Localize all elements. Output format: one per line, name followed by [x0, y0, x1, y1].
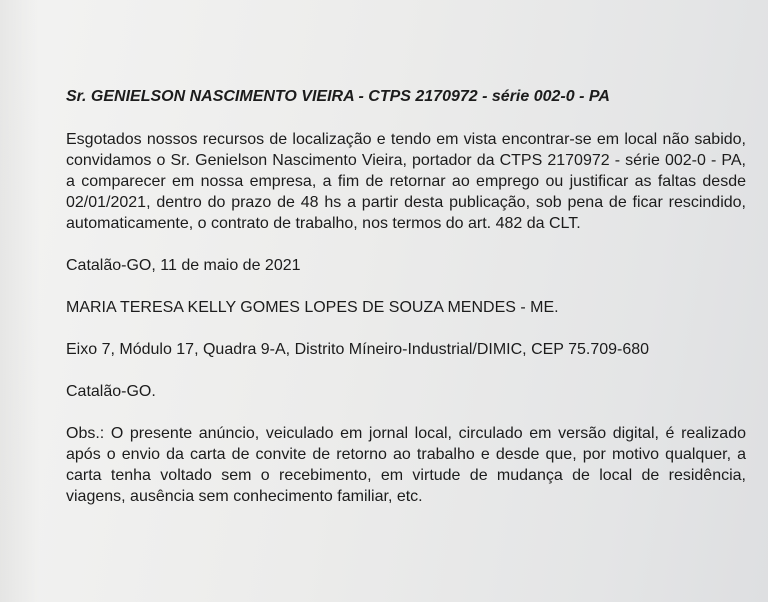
- main-paragraph: Esgotados nossos recursos de localização e tendo em vista encontrar-se em local não sabido, convidamos o Sr. Genielson Nascimento Vieira, portador da CTPS 2170972 - série 002-0 - PA, a comparecer em nossa empresa, a fim de retornar ao emprego ou justificar as faltas desde 02/01/2021, dentro do prazo de 48 hs a partir desta publicação, sob pena de ficar rescindido, automaticamente, o contrato de trabalho, nos termos do art. 482 da CLT.: [66, 131, 746, 232]
- company-address: Eixo 7, Módulo 17, Quadra 9-A, Distrito Míneiro-Industrial/DIMIC, CEP 75.709-680: [66, 341, 650, 358]
- document-heading: Sr. GENIELSON NASCIMENTO VIEIRA - CTPS 2170972 - série 002-0 - PA: [66, 88, 610, 105]
- document-body: [66, 78, 746, 528]
- city: Catalão-GO.: [66, 383, 156, 400]
- paper-shadow: [0, 0, 40, 602]
- observation-paragraph: Obs.: O presente anúncio, veiculado em jornal local, circulado em versão digital, é realizado após o envio da carta de convite de retorno ao trabalho e desde que, por motivo qualquer, a carta tenha voltado sem o recebimento, em virtude de mudança de local de residência, viagens, ausência sem conhecimento familiar, etc.: [66, 425, 746, 505]
- company-name: MARIA TERESA KELLY GOMES LOPES DE SOUZA MENDES - ME.: [66, 299, 559, 316]
- place-date: Catalão-GO, 11 de maio de 2021: [66, 257, 301, 274]
